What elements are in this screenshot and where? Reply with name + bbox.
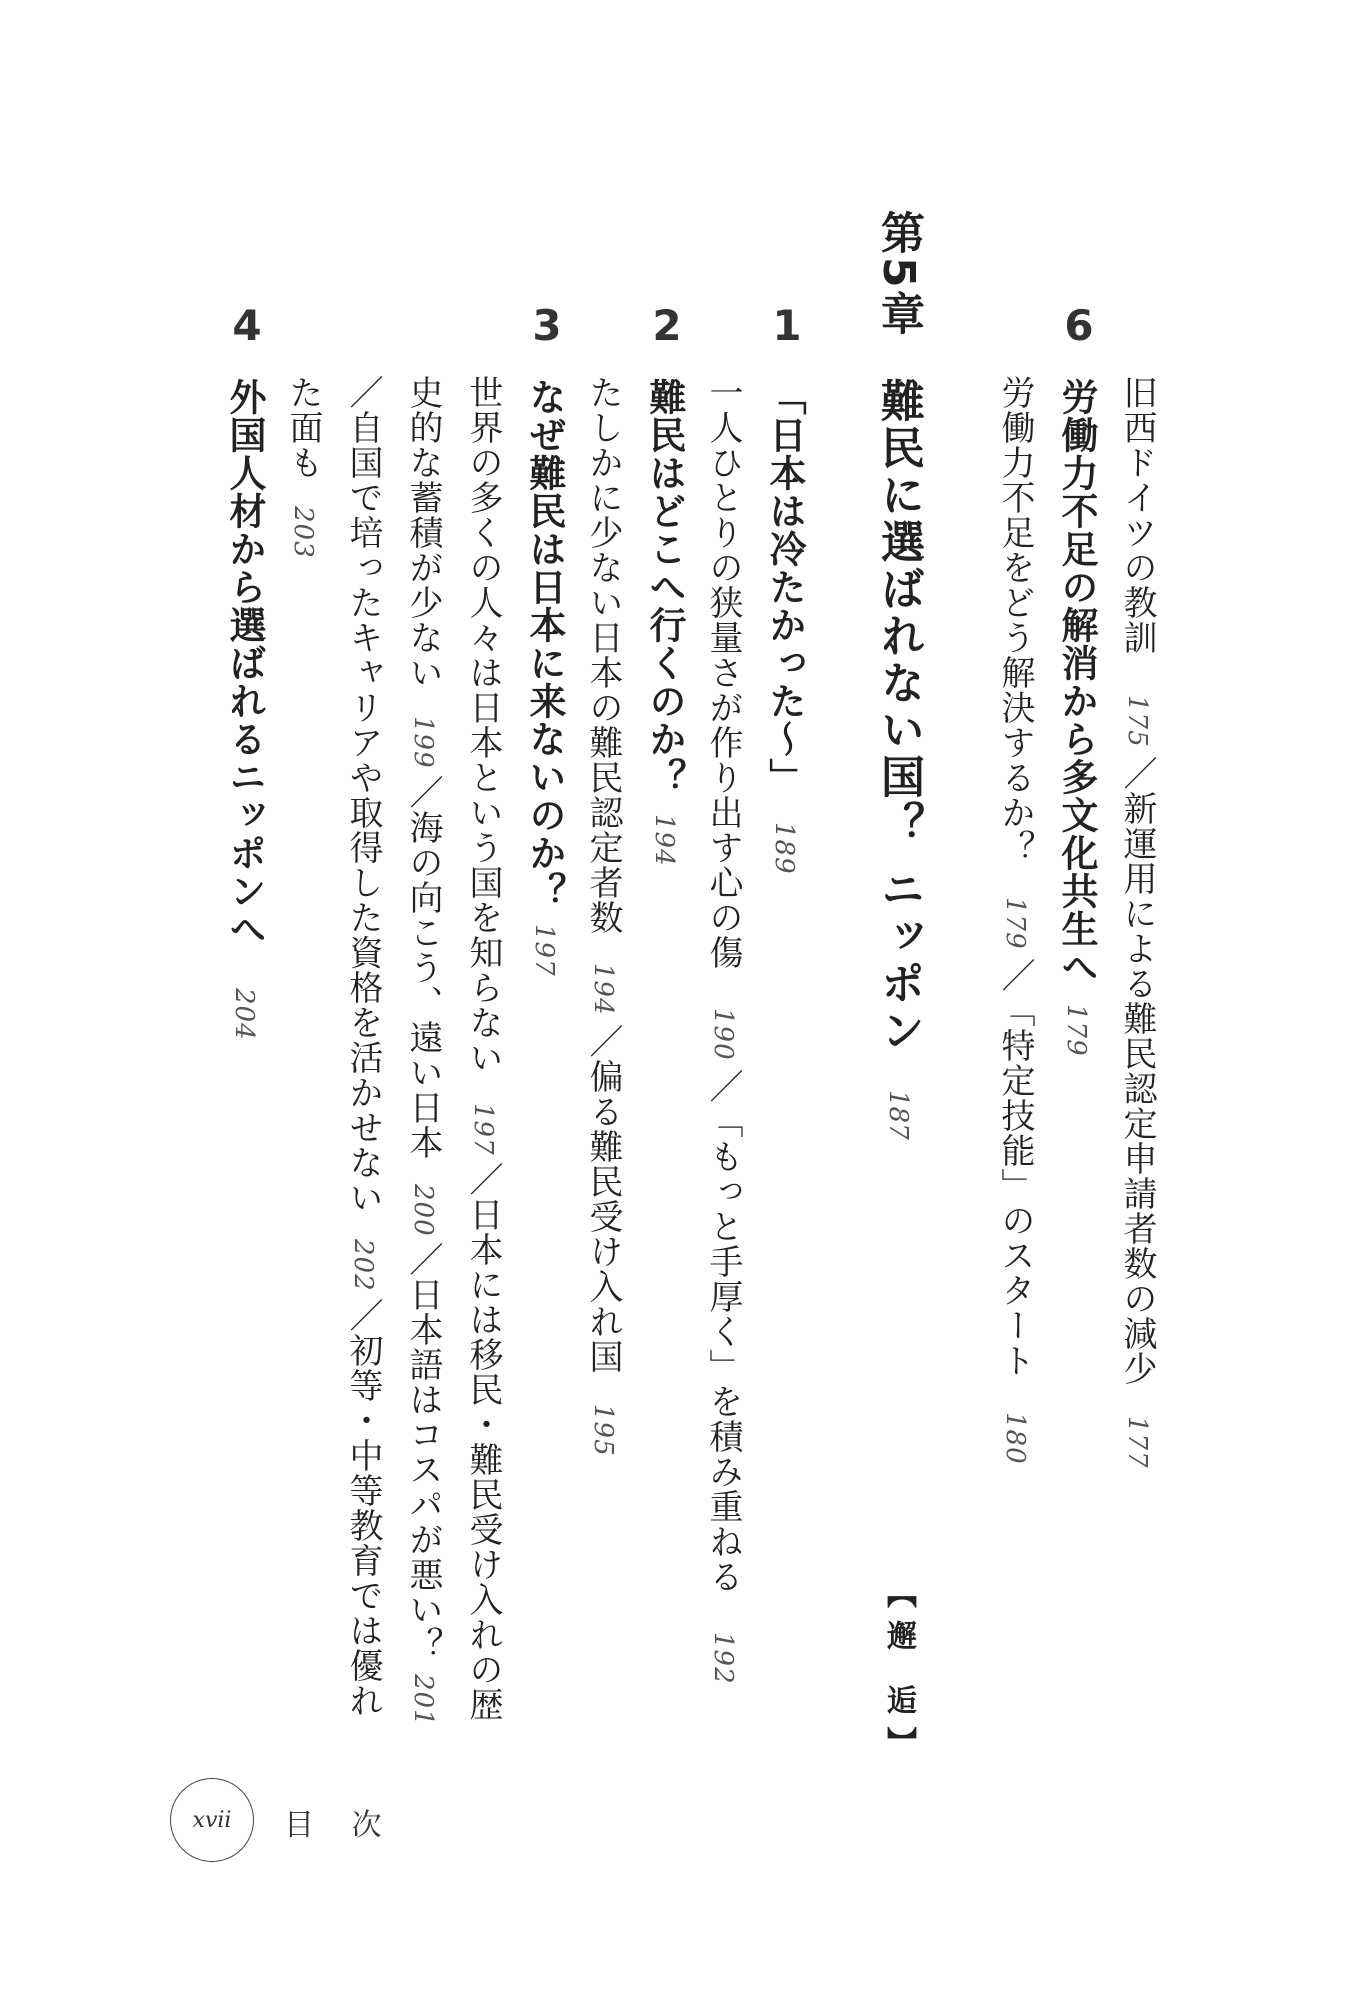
- folio-number: xvii: [192, 1807, 232, 1833]
- page-number: 203: [288, 506, 318, 559]
- heading-text: 労働力不足の解消から多文化共生へ: [1055, 378, 1098, 986]
- page-number: 190: [708, 1008, 738, 1061]
- toc-entry-heart-wounds: [703, 375, 743, 1685]
- toc-entry-career: [343, 375, 383, 1718]
- toc-entry-refugee-count: [583, 375, 623, 1457]
- entry-text: ／新運用による難民認定申請者数の減少: [1117, 755, 1157, 1386]
- entry-text: ／海の向こう、遠い日本: [403, 774, 443, 1160]
- section-heading-3: [523, 378, 566, 977]
- page-number: 194: [588, 963, 618, 1016]
- chapter-number: 第5章: [873, 210, 924, 338]
- page-number: 202: [348, 1239, 378, 1292]
- entry-text: 旧西ドイツの教訓: [1117, 375, 1157, 655]
- page-number: 197: [468, 1103, 498, 1156]
- page-folio: [170, 1778, 254, 1862]
- heading-text: 外国人材から選ばれるニッポンへ: [223, 378, 266, 948]
- page-number: 187: [883, 1090, 913, 1140]
- toc-entry-historical: [403, 375, 443, 1727]
- section-heading-1: [763, 378, 806, 875]
- page-number: 194: [649, 814, 679, 867]
- entry-text: ／初等・中等教育では優れ: [343, 1297, 383, 1718]
- section-number: 1: [772, 301, 802, 350]
- page-number: 197: [529, 924, 559, 977]
- heading-text: 難民はどこへ行くのか？: [643, 378, 686, 796]
- section-number-1: [766, 301, 808, 350]
- page-number: 204: [229, 988, 259, 1041]
- page-number: 200: [408, 1183, 438, 1237]
- page-number: 175: [1122, 695, 1152, 748]
- entry-text: ／自国で培ったキャリアや取得した資格を活かせない: [343, 375, 383, 1215]
- entry-text: 一人ひとりの狭量さが作り出す心の傷: [703, 375, 743, 970]
- entry-text: 史的な蓄積が少ない: [403, 375, 443, 690]
- running-title: 目 次: [284, 1808, 396, 1843]
- entry-text: たしかに少ない日本の難民認定者数: [583, 375, 623, 935]
- entry-text: た面も: [283, 375, 323, 480]
- section-number-3: [526, 301, 568, 350]
- entry-text: ／「特定技能」のスタート: [995, 957, 1035, 1378]
- section-number: 2: [652, 301, 682, 350]
- page-number: 192: [708, 1631, 738, 1685]
- entry-text: ／「もっと手厚く」を積み重ねる: [703, 1068, 743, 1594]
- section-number: 4: [232, 301, 262, 350]
- page-number: 201: [408, 1674, 438, 1727]
- chapter-label: [873, 210, 924, 338]
- page-number: 189: [769, 822, 799, 875]
- section-heading-2: [643, 378, 686, 867]
- section-heading-4: [223, 378, 266, 1041]
- section-number: 3: [532, 301, 562, 350]
- page-number: 180: [1000, 1411, 1030, 1465]
- entry-text: ／日本には移民・難民受け入れの歴: [463, 1161, 503, 1722]
- page-number: 195: [588, 1403, 618, 1457]
- page-number: 199: [408, 716, 438, 769]
- heading-text: なぜ難民は日本に来ないのか？: [523, 378, 566, 910]
- toc-entry-labor-shortage: [995, 375, 1035, 1465]
- toc-entry-west-germany: [1117, 375, 1157, 1469]
- toc-entry-aspects: [283, 375, 323, 559]
- chapter-title: [873, 378, 924, 1140]
- chapter-author: 【邂 逅】: [881, 1578, 916, 1769]
- section-number-2: [646, 301, 688, 350]
- entry-text: 労働力不足をどう解決するか？: [995, 375, 1035, 865]
- heading-text: 「日本は冷たかった～」: [763, 378, 806, 796]
- page-number: 179: [1061, 1004, 1091, 1057]
- entry-text: ／日本語はコスパが悪い？: [403, 1242, 443, 1663]
- page-number: 177: [1122, 1415, 1152, 1469]
- section-number-4: [226, 301, 268, 350]
- section-number: 6: [1064, 301, 1094, 350]
- entry-text: 世界の多くの人々は日本という国を知らない: [463, 375, 503, 1075]
- section-heading-6: [1055, 378, 1098, 1057]
- entry-text: ／偏る難民受け入れ国: [583, 1023, 623, 1374]
- section-number-6: [1058, 301, 1100, 350]
- chapter-title-text: 難民に選ばれない国？ ニッポン: [873, 378, 924, 1055]
- page-number: 179: [1000, 897, 1030, 950]
- toc-entry-world-unaware: [463, 375, 503, 1722]
